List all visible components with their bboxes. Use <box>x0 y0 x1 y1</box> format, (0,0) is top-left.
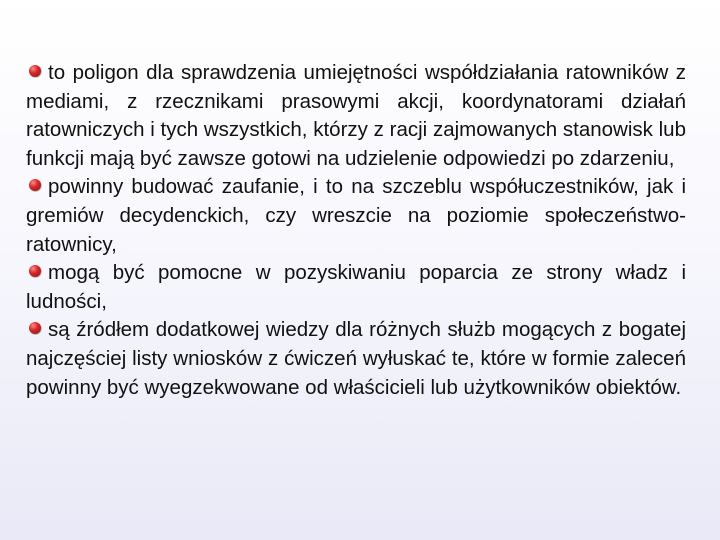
red-ball-bullet-icon <box>29 265 41 277</box>
red-ball-bullet-icon <box>29 65 41 77</box>
bullet-list <box>26 59 686 402</box>
bullet-text: powinny budować zaufanie, i to na szczeblu współuczestników, jak i gremiów decydenckich, czy wreszcie na poziomie społeczeństwo-ratownicy, <box>26 175 686 256</box>
bullet-item <box>26 316 686 402</box>
bullet-text: to poligon dla sprawdzenia umiejętności współdziałania ratowników z mediami, z rzecznikami prasowymi akcji, koordynatorami działań ratowniczych i tych wszystkich, którzy z racji zajmowanych stanowisk lub funkcji mają być zawsze gotowi na udzielenie odpowiedzi po zdarzeniu, <box>26 61 686 170</box>
bullet-item <box>26 259 686 316</box>
bullet-item <box>26 59 686 173</box>
bullet-text: mogą być pomocne w pozyskiwaniu poparcia ze strony władz i ludności, <box>26 261 686 313</box>
bullet-text: są źródłem dodatkowej wiedzy dla różnych służb mogących z bogatej najczęściej listy wniosków z ćwiczeń wyłuskać te, które w formie zaleceń powinny być wyegzekwowane od właścicieli lub użytkowników obiektów. <box>26 318 686 399</box>
red-ball-bullet-icon <box>29 179 41 191</box>
red-ball-bullet-icon <box>29 322 41 334</box>
bullet-item <box>26 173 686 259</box>
